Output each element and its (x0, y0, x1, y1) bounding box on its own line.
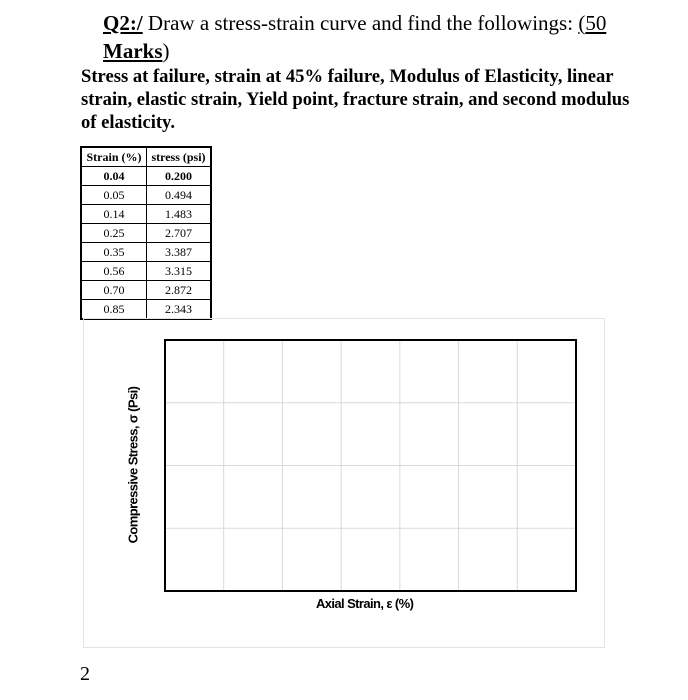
cell-strain: 0.14 (81, 205, 147, 224)
header-strain: Strain (%) (81, 147, 147, 167)
cell-stress: 1.483 (147, 205, 212, 224)
cell-stress: 2.707 (147, 224, 212, 243)
cell-stress: 0.200 (147, 167, 212, 186)
marks-value: 50 (585, 11, 607, 35)
cell-strain: 0.05 (81, 186, 147, 205)
cell-stress: 2.872 (147, 281, 212, 300)
question-text: Draw a stress-strain curve and find the followings: (142, 11, 579, 35)
task-description: Stress at failure, strain at 45% failure, Modulus of Elasticity, linear strain, elastic strain, Yield point, fracture strain, and second modulus of elasticity. (81, 66, 630, 133)
header-stress: stress (psi) (147, 147, 212, 167)
marks-open: ( (578, 11, 586, 35)
marks-close: ) (162, 39, 170, 63)
marks-word: Marks (103, 39, 163, 63)
cell-stress: 3.315 (147, 262, 212, 281)
y-axis-label-text: Compressive Stress, σ (Psi) (125, 386, 141, 544)
cell-strain: 0.35 (81, 243, 147, 262)
cell-strain: 0.04 (81, 167, 147, 186)
x-axis-label: Axial Strain, ε (%) (316, 596, 414, 611)
plot-grid (165, 340, 576, 591)
cell-stress: 0.494 (147, 186, 212, 205)
cell-strain: 0.56 (81, 262, 147, 281)
question-number: Q2:/ (103, 11, 143, 35)
page-number: 2 (80, 663, 90, 685)
cell-stress: 2.343 (147, 300, 212, 320)
cell-strain: 0.25 (81, 224, 147, 243)
cell-strain: 0.70 (81, 281, 147, 300)
cell-strain: 0.85 (81, 300, 147, 320)
cell-stress: 3.387 (147, 243, 212, 262)
